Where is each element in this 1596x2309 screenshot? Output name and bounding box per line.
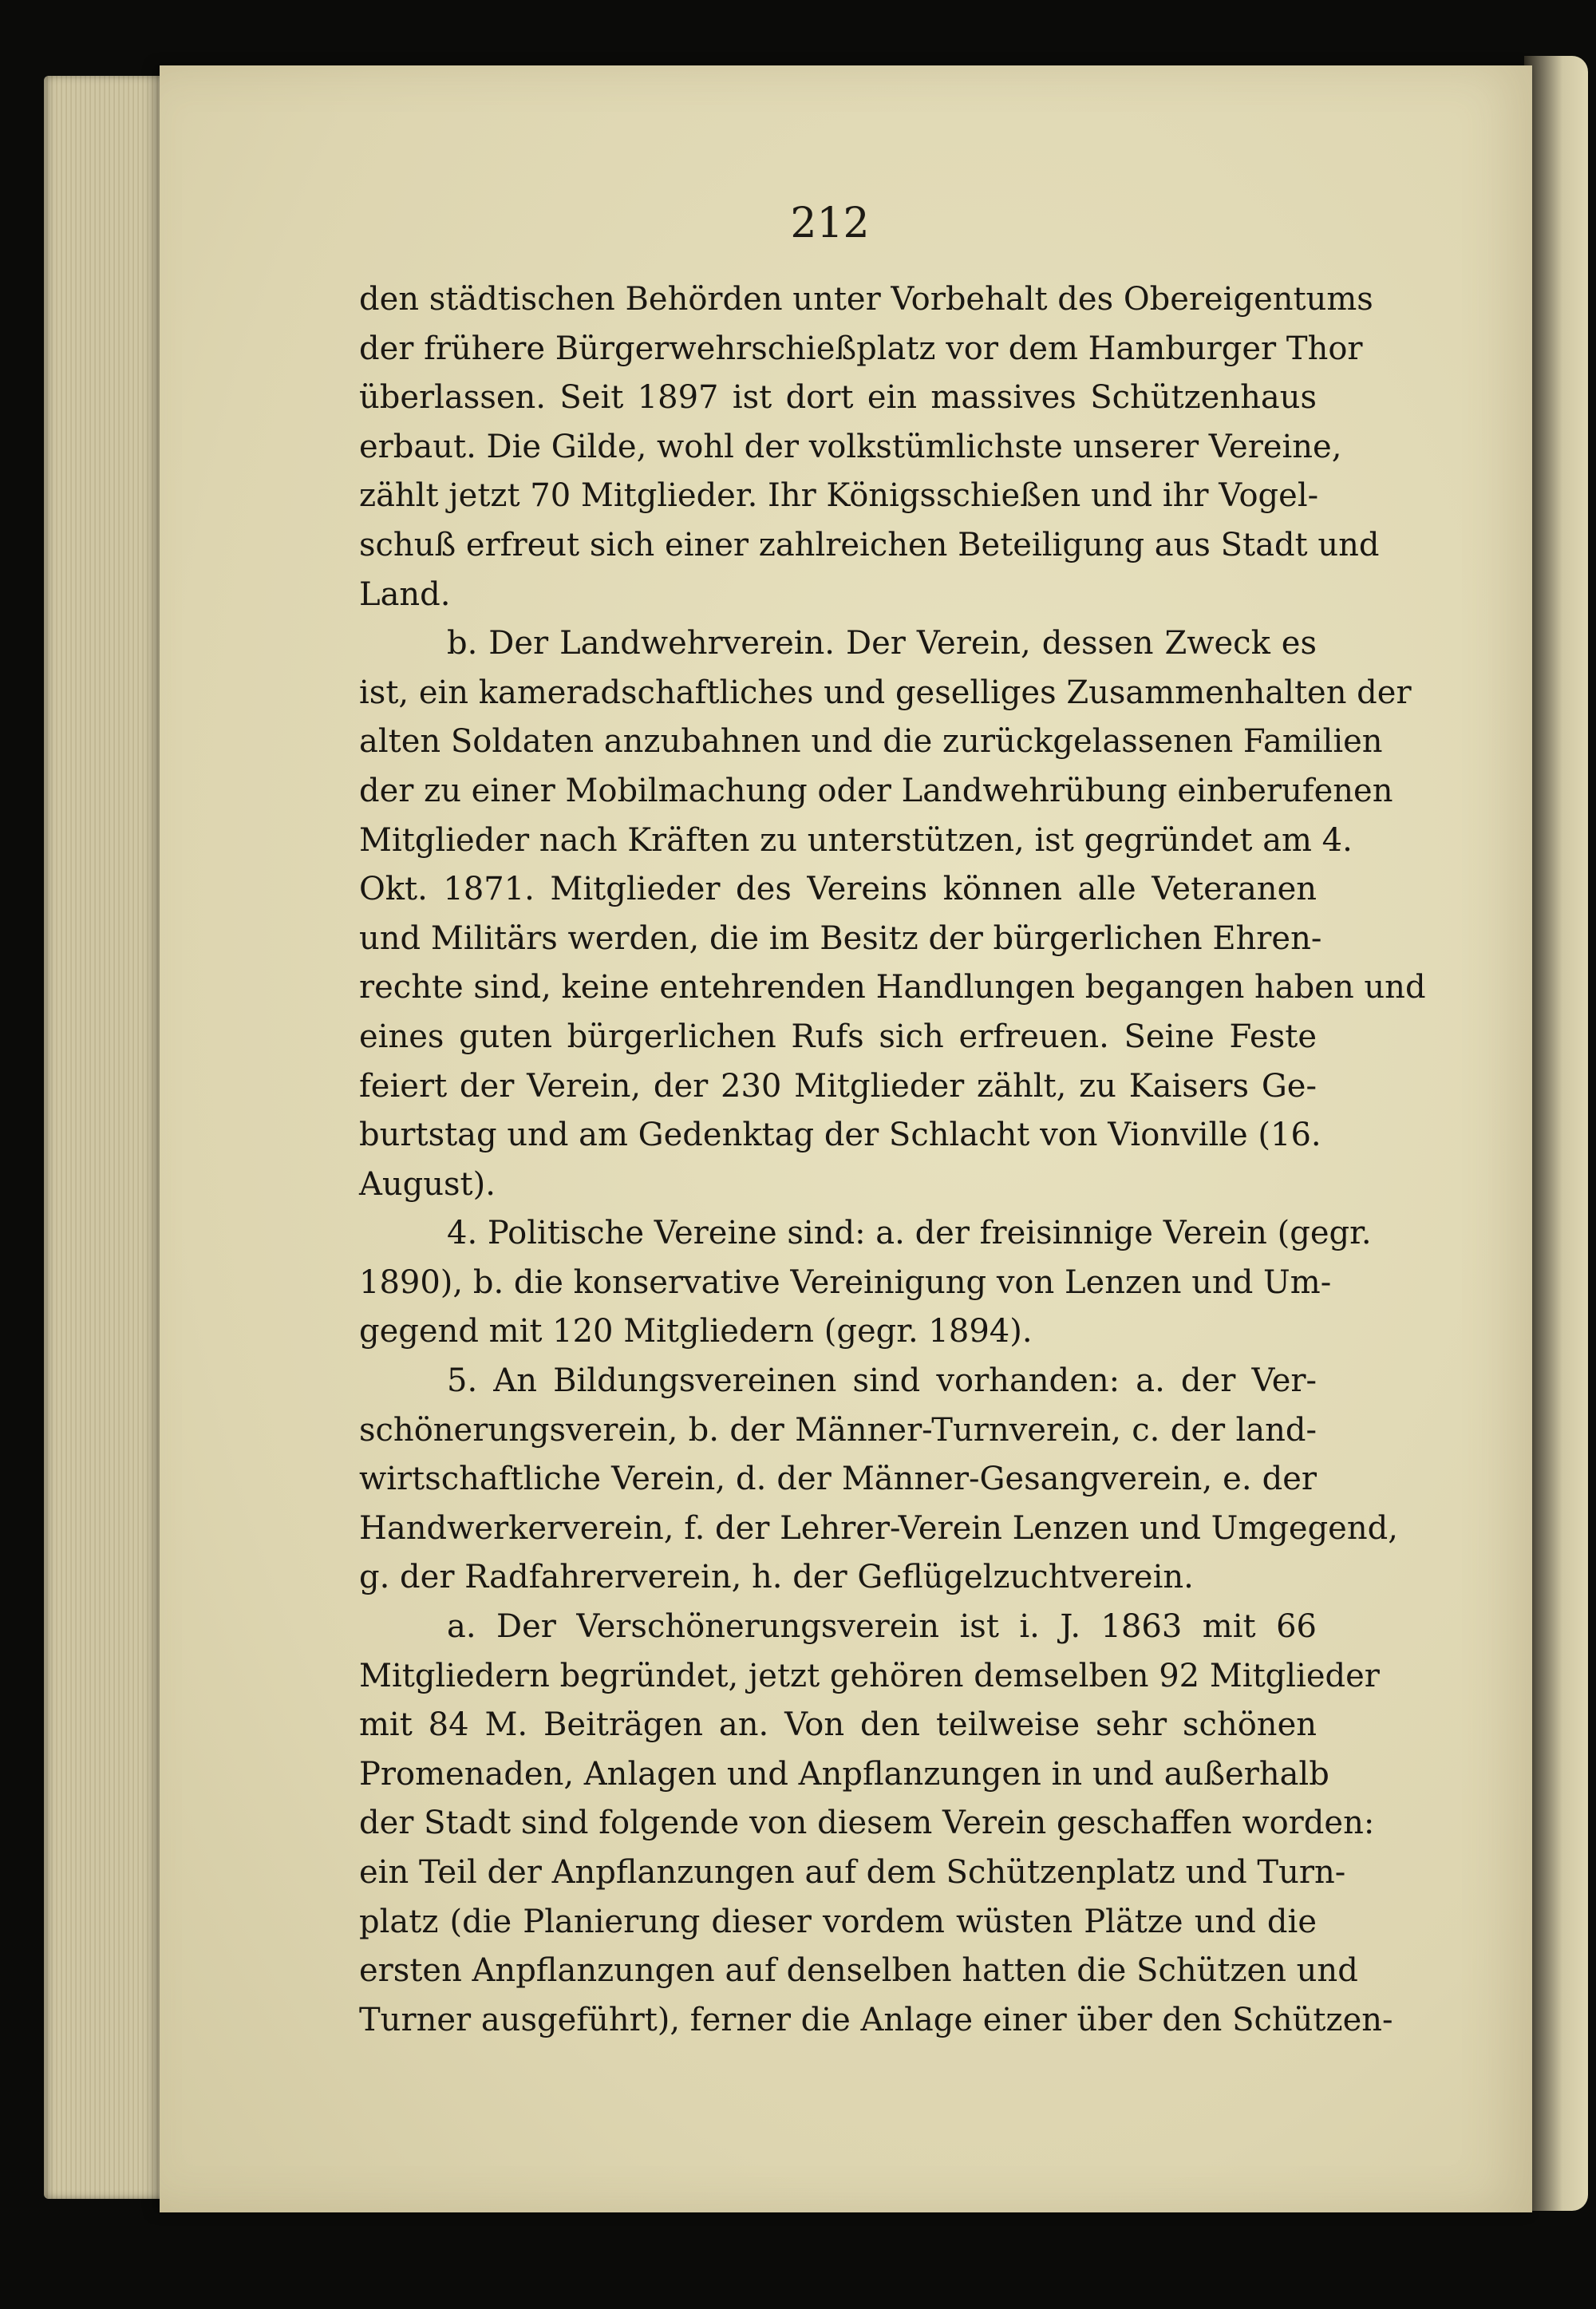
text-line: der Stadt sind folgende von diesem Verein geschaffen worden: (359, 1805, 1375, 1842)
text-line: Promenaden, Anlagen und Anpflanzungen in und außerhalb (359, 1755, 1329, 1793)
text-line: ist, ein kameradschaftliches und geselliges Zusammenhalten der (359, 674, 1412, 711)
text-line: Handwerkerverein, f. der Lehrer-Verein Lenzen und Umgegend, (359, 1509, 1398, 1547)
text-line: feiert der Verein, der 230 Mitglieder zählt, zu Kaisers Ge- (359, 1067, 1317, 1105)
text-line: burtstag und am Gedenktag der Schlacht von Vionville (16. (359, 1117, 1321, 1154)
text-line: alten Soldaten anzubahnen und die zurückgelassenen Familien (359, 723, 1383, 761)
text-line: Land. (359, 575, 451, 613)
text-line: 1890), b. die konservative Vereinigung von Lenzen und Um- (359, 1263, 1332, 1301)
body-text (359, 275, 1426, 2045)
text-line: schuß erfreut sich einer zahlreichen Beteiligung aus Stadt und (359, 526, 1380, 563)
text-line: Mitgliedern begründet, jetzt gehören demselben 92 Mitglieder (359, 1657, 1380, 1694)
text-line: a. Der Verschönerungsverein ist i. J. 1863 mit 66 (447, 1608, 1317, 1646)
text-line: erbaut. Die Gilde, wohl der volkstümlichste unserer Vereine, (359, 428, 1342, 465)
text-line: Turner ausgeführt), ferner die Anlage einer über den Schützen- (359, 2001, 1393, 2038)
text-line: und Militärs werden, die im Besitz der bürgerlichen Ehren- (359, 919, 1322, 957)
text-line: mit 84 M. Beiträgen an. Von den teilweise sehr schönen (359, 1706, 1317, 1744)
text-line: platz (die Planierung dieser vordem wüsten Plätze und die (359, 1903, 1317, 1940)
text-line: g. der Radfahrerverein, h. der Geflügelzuchtverein. (359, 1559, 1194, 1596)
text-line: schönerungsverein, b. der Männer-Turnverein, c. der land- (359, 1411, 1317, 1449)
text-line: wirtschaftliche Verein, d. der Männer-Gesangverein, e. der (359, 1461, 1317, 1498)
text-line: 5. An Bildungsvereinen sind vorhanden: a. der Ver- (447, 1362, 1317, 1400)
text-line: der frühere Bürgerwehrschießplatz vor dem Hamburger Thor (359, 330, 1363, 367)
text-line: August). (359, 1165, 496, 1203)
text-line: rechte sind, keine entehrenden Handlungen begangen haben und (359, 969, 1426, 1006)
book-spine (1524, 56, 1588, 2211)
page-number: 212 (790, 200, 870, 247)
text-line: gegend mit 120 Mitgliedern (gegr. 1894). (359, 1313, 1033, 1350)
text-line: der zu einer Mobilmachung oder Landwehrübung einberufenen (359, 772, 1393, 809)
book-page-edges (44, 76, 164, 2199)
text-line: 4. Politische Vereine sind: a. der freisinnige Verein (gegr. (447, 1215, 1372, 1252)
text-line: Okt. 1871. Mitglieder des Vereins können alle Veteranen (359, 871, 1317, 908)
text-line: ersten Anpflanzungen auf denselben hatten die Schützen und (359, 1952, 1358, 1990)
text-line: eines guten bürgerlichen Rufs sich erfreuen. Seine Feste (359, 1018, 1317, 1055)
text-line: b. Der Landwehrverein. Der Verein, dessen Zweck es (447, 625, 1317, 662)
text-line: überlassen. Seit 1897 ist dort ein massives Schützenhaus (359, 379, 1317, 417)
text-line: den städtischen Behörden unter Vorbehalt des Obereigentums (359, 281, 1373, 318)
text-line: Mitglieder nach Kräften zu unterstützen, ist gegründet am 4. (359, 821, 1353, 859)
text-line: ein Teil der Anpflanzungen auf dem Schützenplatz und Turn- (359, 1854, 1346, 1891)
text-line: zählt jetzt 70 Mitglieder. Ihr Königsschießen und ihr Vogel- (359, 477, 1319, 515)
